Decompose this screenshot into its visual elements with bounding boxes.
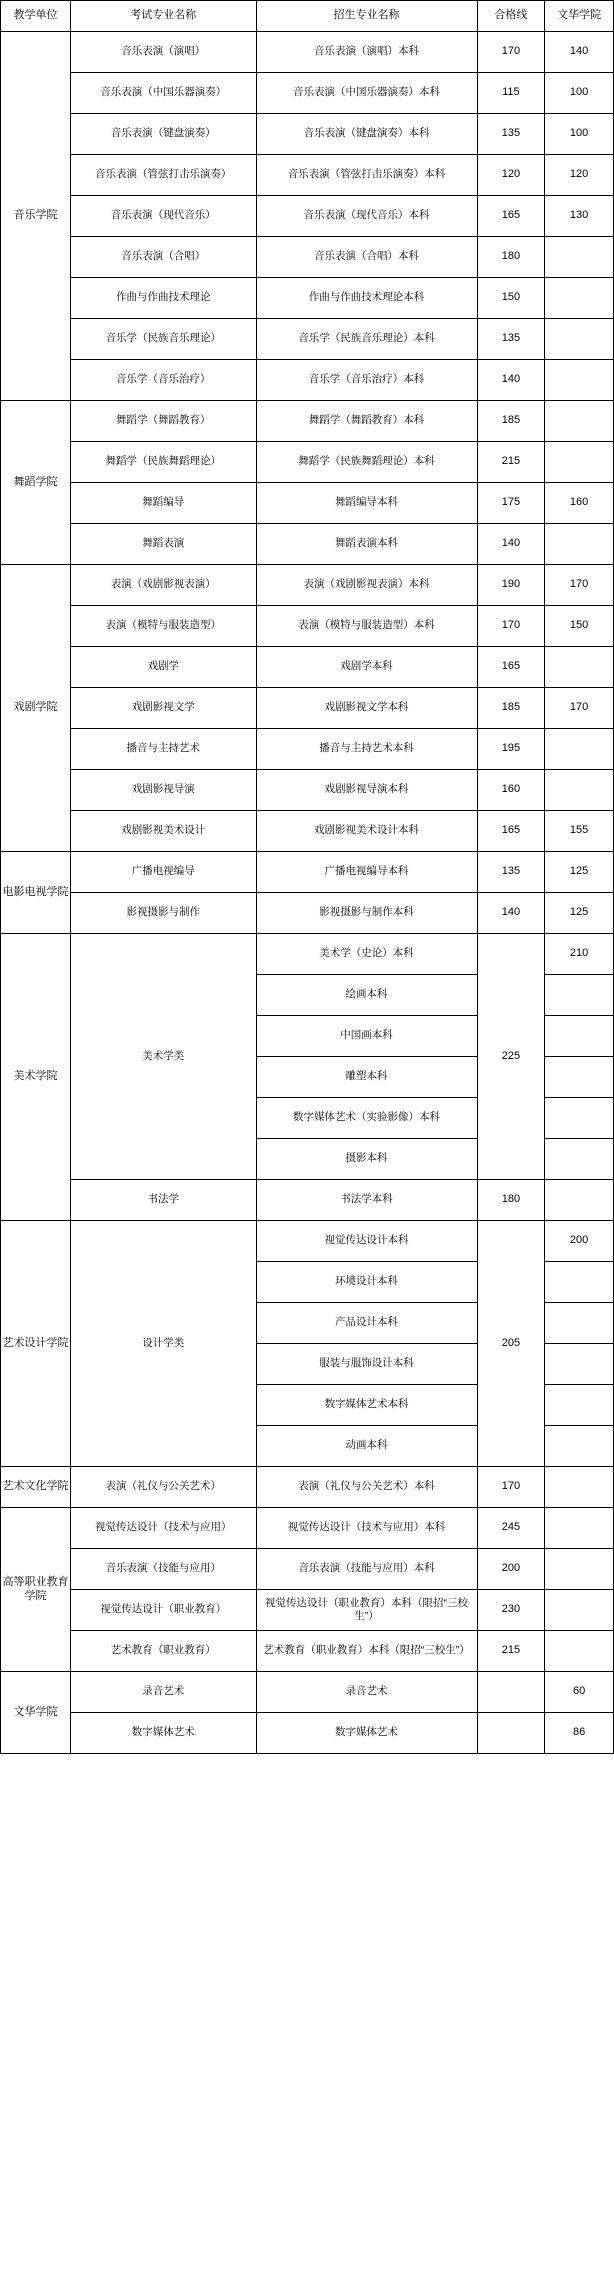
pass-line-cell: 160 (477, 770, 545, 811)
table-row (1, 1467, 614, 1508)
table-row (1, 606, 614, 647)
enroll-major-cell: 影视摄影与制作本科 (256, 893, 477, 934)
exam-major-cell: 表演（礼仪与公关艺术） (71, 1467, 256, 1508)
enroll-major-cell: 动画本科 (256, 1426, 477, 1467)
header-enroll-major: 招生专业名称 (256, 1, 477, 32)
exam-major-cell: 音乐学（民族音乐理论） (71, 319, 256, 360)
enroll-major-cell: 数字媒体艺术 (256, 1713, 477, 1754)
culture-college-cell: 170 (545, 565, 614, 606)
unit-cell: 戏剧学院 (1, 565, 71, 852)
enroll-major-cell: 戏剧学本科 (256, 647, 477, 688)
culture-college-cell (545, 1590, 614, 1631)
pass-line-cell: 135 (477, 852, 545, 893)
table-row (1, 360, 614, 401)
enroll-major-cell: 舞蹈编导本科 (256, 483, 477, 524)
culture-college-cell (545, 1098, 614, 1139)
enroll-major-cell: 绘画本科 (256, 975, 477, 1016)
table-row (1, 1713, 614, 1754)
culture-college-cell (545, 729, 614, 770)
exam-major-cell: 舞蹈学（民族舞蹈理论） (71, 442, 256, 483)
enroll-major-cell: 表演（礼仪与公关艺术）本科 (256, 1467, 477, 1508)
culture-college-cell: 60 (545, 1672, 614, 1713)
pass-line-cell: 185 (477, 401, 545, 442)
exam-major-cell: 音乐表演（演唱） (71, 32, 256, 73)
enroll-major-cell: 数字媒体艺术本科 (256, 1385, 477, 1426)
table-row (1, 852, 614, 893)
pass-line-cell: 200 (477, 1549, 545, 1590)
enroll-major-cell: 音乐表演（中国乐器演奏）本科 (256, 73, 477, 114)
exam-major-cell: 美术学类 (71, 934, 256, 1180)
table-row (1, 1508, 614, 1549)
exam-major-cell: 戏剧影视导演 (71, 770, 256, 811)
culture-college-cell (545, 1631, 614, 1672)
pass-line-cell: 230 (477, 1590, 545, 1631)
pass-line-cell: 180 (477, 237, 545, 278)
exam-major-cell: 录音艺术 (71, 1672, 256, 1713)
unit-cell: 文华学院 (1, 1672, 71, 1754)
exam-major-cell: 戏剧学 (71, 647, 256, 688)
table-row (1, 729, 614, 770)
pass-line-cell: 170 (477, 32, 545, 73)
exam-major-cell: 音乐表演（中国乐器演奏） (71, 73, 256, 114)
exam-major-cell: 音乐学（音乐治疗） (71, 360, 256, 401)
enroll-major-cell: 产品设计本科 (256, 1303, 477, 1344)
exam-major-cell: 数字媒体艺术 (71, 1713, 256, 1754)
enroll-major-cell: 音乐表演（管弦打击乐演奏）本科 (256, 155, 477, 196)
unit-cell: 艺术文化学院 (1, 1467, 71, 1508)
culture-college-cell: 170 (545, 688, 614, 729)
culture-college-cell (545, 1057, 614, 1098)
unit-cell: 舞蹈学院 (1, 401, 71, 565)
pass-line-cell: 150 (477, 278, 545, 319)
pass-line-cell: 135 (477, 319, 545, 360)
culture-college-cell (545, 1303, 614, 1344)
exam-major-cell: 舞蹈表演 (71, 524, 256, 565)
enroll-major-cell: 视觉传达设计（技术与应用）本科 (256, 1508, 477, 1549)
pass-line-cell: 165 (477, 811, 545, 852)
enroll-major-cell: 服装与服饰设计本科 (256, 1344, 477, 1385)
exam-major-cell: 舞蹈学（舞蹈教育） (71, 401, 256, 442)
culture-college-cell: 125 (545, 852, 614, 893)
enroll-major-cell: 表演（戏剧影视表演）本科 (256, 565, 477, 606)
exam-major-cell: 设计学类 (71, 1221, 256, 1467)
culture-college-cell (545, 524, 614, 565)
table-row (1, 483, 614, 524)
exam-major-cell: 音乐表演（技能与应用） (71, 1549, 256, 1590)
table-body (1, 32, 614, 1754)
culture-college-cell (545, 401, 614, 442)
table-row (1, 196, 614, 237)
table-header-row (1, 1, 614, 32)
culture-college-cell (545, 1385, 614, 1426)
pass-line-cell: 140 (477, 893, 545, 934)
exam-major-cell: 音乐表演（合唱） (71, 237, 256, 278)
culture-college-cell: 100 (545, 114, 614, 155)
culture-college-cell: 155 (545, 811, 614, 852)
table-row (1, 565, 614, 606)
exam-major-cell: 音乐表演（管弦打击乐演奏） (71, 155, 256, 196)
enroll-major-cell: 环境设计本科 (256, 1262, 477, 1303)
pass-line-cell: 135 (477, 114, 545, 155)
enroll-major-cell: 戏剧影视文学本科 (256, 688, 477, 729)
enroll-major-cell: 音乐学（民族音乐理论）本科 (256, 319, 477, 360)
pass-line-cell: 120 (477, 155, 545, 196)
culture-college-cell (545, 1139, 614, 1180)
enroll-major-cell: 数字媒体艺术（实验影像）本科 (256, 1098, 477, 1139)
culture-college-cell: 86 (545, 1713, 614, 1754)
culture-college-cell: 200 (545, 1221, 614, 1262)
exam-major-cell: 视觉传达设计（技术与应用） (71, 1508, 256, 1549)
culture-college-cell (545, 278, 614, 319)
pass-line-cell: 115 (477, 73, 545, 114)
culture-college-cell (545, 1467, 614, 1508)
table-row (1, 114, 614, 155)
table-row (1, 688, 614, 729)
culture-college-cell (545, 360, 614, 401)
exam-major-cell: 播音与主持艺术 (71, 729, 256, 770)
culture-college-cell: 160 (545, 483, 614, 524)
table-row (1, 1672, 614, 1713)
enroll-major-cell: 雕塑本科 (256, 1057, 477, 1098)
culture-college-cell (545, 1344, 614, 1385)
enroll-major-cell: 音乐表演（合唱）本科 (256, 237, 477, 278)
pass-line-cell: 190 (477, 565, 545, 606)
pass-line-cell: 170 (477, 1467, 545, 1508)
exam-major-cell: 表演（戏剧影视表演） (71, 565, 256, 606)
header-culture-college: 文华学院 (545, 1, 614, 32)
culture-college-cell (545, 770, 614, 811)
culture-college-cell (545, 975, 614, 1016)
exam-major-cell: 戏剧影视美术设计 (71, 811, 256, 852)
culture-college-cell (545, 319, 614, 360)
pass-line-cell: 185 (477, 688, 545, 729)
enroll-major-cell: 广播电视编导本科 (256, 852, 477, 893)
pass-line-cell: 170 (477, 606, 545, 647)
table-row (1, 1590, 614, 1631)
pass-line-cell (477, 1713, 545, 1754)
enroll-major-cell: 表演（模特与服装造型）本科 (256, 606, 477, 647)
culture-college-cell (545, 1426, 614, 1467)
enroll-major-cell: 音乐学（音乐治疗）本科 (256, 360, 477, 401)
table-row (1, 278, 614, 319)
pass-line-cell: 140 (477, 524, 545, 565)
enroll-major-cell: 书法学本科 (256, 1180, 477, 1221)
enroll-major-cell: 美术学（史论）本科 (256, 934, 477, 975)
enroll-major-cell: 艺术教育（职业教育）本科（限招“三校生”） (256, 1631, 477, 1672)
pass-line-cell: 245 (477, 1508, 545, 1549)
culture-college-cell (545, 237, 614, 278)
exam-major-cell: 广播电视编导 (71, 852, 256, 893)
header-unit: 教学单位 (1, 1, 71, 32)
enroll-major-cell: 舞蹈学（民族舞蹈理论）本科 (256, 442, 477, 483)
pass-line-cell: 215 (477, 1631, 545, 1672)
culture-college-cell (545, 1262, 614, 1303)
pass-line-cell: 180 (477, 1180, 545, 1221)
pass-line-cell (477, 1672, 545, 1713)
unit-cell: 高等职业教育学院 (1, 1508, 71, 1672)
table-row (1, 155, 614, 196)
enroll-major-cell: 视觉传达设计本科 (256, 1221, 477, 1262)
enroll-major-cell: 视觉传达设计（职业教育）本科（限招“三校生”） (256, 1590, 477, 1631)
culture-college-cell (545, 1180, 614, 1221)
pass-line-cell: 225 (477, 934, 545, 1180)
culture-college-cell: 100 (545, 73, 614, 114)
culture-college-cell (545, 1508, 614, 1549)
enroll-major-cell: 音乐表演（现代音乐）本科 (256, 196, 477, 237)
culture-college-cell: 140 (545, 32, 614, 73)
exam-major-cell: 舞蹈编导 (71, 483, 256, 524)
table-row (1, 401, 614, 442)
pass-line-cell: 140 (477, 360, 545, 401)
table-row (1, 1221, 614, 1262)
header-pass-line: 合格线 (477, 1, 545, 32)
exam-major-cell: 书法学 (71, 1180, 256, 1221)
table-row (1, 1631, 614, 1672)
header-exam-major: 考试专业名称 (71, 1, 256, 32)
culture-college-cell (545, 647, 614, 688)
pass-line-cell: 165 (477, 647, 545, 688)
exam-major-cell: 音乐表演（现代音乐） (71, 196, 256, 237)
pass-line-cell: 195 (477, 729, 545, 770)
culture-college-cell (545, 442, 614, 483)
culture-college-cell (545, 1549, 614, 1590)
exam-major-cell: 视觉传达设计（职业教育） (71, 1590, 256, 1631)
enroll-major-cell: 戏剧影视导演本科 (256, 770, 477, 811)
culture-college-cell: 130 (545, 196, 614, 237)
culture-college-cell: 150 (545, 606, 614, 647)
table-row (1, 442, 614, 483)
table-row (1, 893, 614, 934)
enroll-major-cell: 播音与主持艺术本科 (256, 729, 477, 770)
enroll-major-cell: 音乐表演（技能与应用）本科 (256, 1549, 477, 1590)
unit-cell: 电影电视学院 (1, 852, 71, 934)
exam-major-cell: 表演（模特与服装造型） (71, 606, 256, 647)
table-row (1, 1549, 614, 1590)
table-row (1, 1180, 614, 1221)
exam-major-cell: 戏剧影视文学 (71, 688, 256, 729)
enroll-major-cell: 录音艺术 (256, 1672, 477, 1713)
unit-cell: 音乐学院 (1, 32, 71, 401)
exam-major-cell: 艺术教育（职业教育） (71, 1631, 256, 1672)
table-header (1, 1, 614, 32)
enroll-major-cell: 摄影本科 (256, 1139, 477, 1180)
table-row (1, 770, 614, 811)
enroll-major-cell: 舞蹈表演本科 (256, 524, 477, 565)
pass-line-cell: 165 (477, 196, 545, 237)
culture-college-cell (545, 1016, 614, 1057)
table-row (1, 524, 614, 565)
unit-cell: 美术学院 (1, 934, 71, 1221)
pass-line-cell: 205 (477, 1221, 545, 1467)
exam-major-cell: 音乐表演（键盘演奏） (71, 114, 256, 155)
table-row (1, 237, 614, 278)
enroll-major-cell: 舞蹈学（舞蹈教育）本科 (256, 401, 477, 442)
pass-line-cell: 175 (477, 483, 545, 524)
unit-cell: 艺术设计学院 (1, 1221, 71, 1467)
table-row (1, 647, 614, 688)
enroll-major-cell: 音乐表演（演唱）本科 (256, 32, 477, 73)
exam-major-cell: 影视摄影与制作 (71, 893, 256, 934)
culture-college-cell: 210 (545, 934, 614, 975)
culture-college-cell: 125 (545, 893, 614, 934)
table-row (1, 73, 614, 114)
culture-college-cell: 120 (545, 155, 614, 196)
enroll-major-cell: 音乐表演（键盘演奏）本科 (256, 114, 477, 155)
enroll-major-cell: 中国画本科 (256, 1016, 477, 1057)
table-row (1, 811, 614, 852)
table-row (1, 319, 614, 360)
enroll-major-cell: 作曲与作曲技术理论本科 (256, 278, 477, 319)
exam-major-cell: 作曲与作曲技术理论 (71, 278, 256, 319)
table-row (1, 32, 614, 73)
enroll-major-cell: 戏剧影视美术设计本科 (256, 811, 477, 852)
pass-line-cell: 215 (477, 442, 545, 483)
table-row (1, 934, 614, 975)
